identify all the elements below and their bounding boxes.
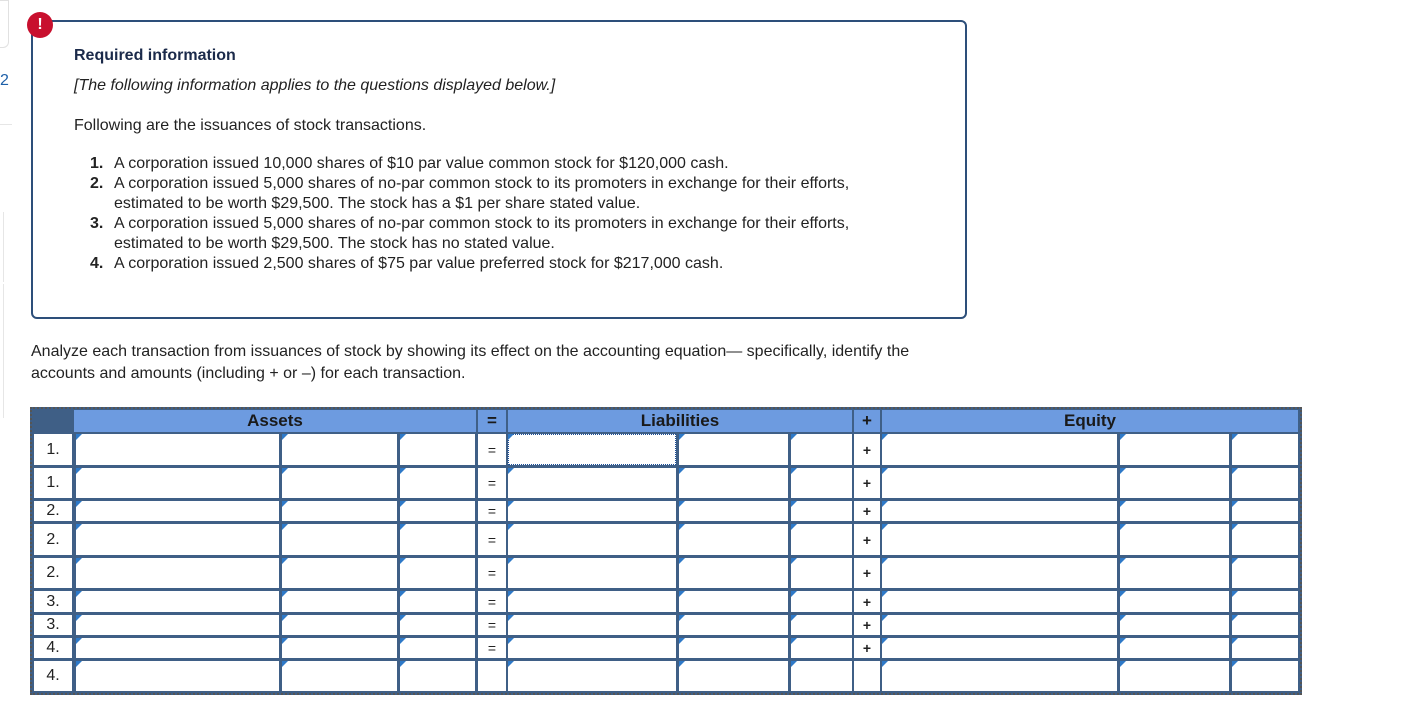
equity-amount-input[interactable] (1120, 591, 1229, 612)
list-item (90, 174, 890, 214)
equity-amount-input[interactable] (1120, 615, 1229, 635)
item-text: A corporation issued 2,500 shares of $75 par value preferred stock for $217,000 cash. (114, 255, 724, 272)
liabilities-amount-input[interactable] (679, 638, 788, 658)
liabilities-amount-input[interactable] (679, 558, 788, 588)
header-assets: Assets (74, 410, 476, 432)
assets-sign-input[interactable] (400, 434, 475, 465)
row-label: 3. (34, 591, 72, 612)
liabilities-sign-input[interactable] (791, 434, 852, 465)
assets-amount-input[interactable] (282, 524, 397, 555)
equity-amount-input[interactable] (1120, 468, 1229, 498)
list-item (90, 214, 890, 254)
liabilities-account-input[interactable] (508, 434, 676, 465)
liabilities-amount-input[interactable] (679, 524, 788, 555)
assets-sign-input[interactable] (400, 638, 475, 658)
previous-question-tab[interactable] (0, 0, 9, 48)
liabilities-sign-input[interactable] (791, 638, 852, 658)
equity-amount-input[interactable] (1120, 501, 1229, 521)
equity-account-input[interactable] (882, 524, 1117, 555)
item-number: 1. (90, 155, 104, 172)
liabilities-amount-input[interactable] (679, 468, 788, 498)
info-subtitle: [The following information applies to the questions displayed below.] (74, 77, 556, 94)
assets-amount-input[interactable] (282, 501, 397, 521)
assets-sign-input[interactable] (400, 501, 475, 521)
equity-account-input[interactable] (882, 434, 1117, 465)
header-liabilities: Liabilities (508, 410, 852, 432)
equity-account-input[interactable] (882, 615, 1117, 635)
liabilities-sign-input[interactable] (791, 558, 852, 588)
liabilities-account-input[interactable] (508, 524, 676, 555)
nav-divider (0, 124, 12, 125)
liabilities-account-input[interactable] (508, 591, 676, 612)
item-number: 4. (90, 255, 104, 272)
assets-sign-input[interactable] (400, 661, 475, 691)
assets-account-input[interactable] (76, 661, 279, 691)
assets-amount-input[interactable] (282, 434, 397, 465)
item-text: A corporation issued 5,000 shares of no-par common stock to its promoters in exchange for their efforts, estimated to be worth $29,500. The stock has no stated value. (114, 215, 850, 252)
nav-panel-edge (0, 284, 4, 418)
equity-amount-input[interactable] (1120, 434, 1229, 465)
assets-account-input[interactable] (76, 434, 279, 465)
equity-sign-input[interactable] (1232, 661, 1298, 691)
equals-sign: = (478, 434, 506, 465)
header-plus: + (854, 410, 880, 432)
assets-amount-input[interactable] (282, 558, 397, 588)
equals-sign: = (478, 638, 506, 658)
liabilities-sign-input[interactable] (791, 501, 852, 521)
assets-sign-input[interactable] (400, 468, 475, 498)
assets-sign-input[interactable] (400, 558, 475, 588)
equals-sign: = (478, 615, 506, 635)
equals-sign: = (478, 501, 506, 521)
plus-sign: + (854, 468, 880, 498)
liabilities-sign-input[interactable] (791, 468, 852, 498)
list-item (90, 154, 890, 174)
row-label: 3. (34, 615, 72, 635)
header-equals: = (478, 410, 506, 432)
assets-sign-input[interactable] (400, 524, 475, 555)
liabilities-account-input[interactable] (508, 501, 676, 521)
nav-panel-edge (0, 212, 4, 282)
plus-sign: + (854, 638, 880, 658)
assets-account-input[interactable] (76, 468, 279, 498)
equity-account-input[interactable] (882, 468, 1117, 498)
assets-account-input[interactable] (76, 558, 279, 588)
equals-sign: = (478, 558, 506, 588)
row-label: 2. (34, 501, 72, 521)
equity-sign-input[interactable] (1232, 524, 1298, 555)
equity-account-input[interactable] (882, 558, 1117, 588)
item-number: 2. (90, 175, 104, 192)
info-intro: Following are the issuances of stock transactions. (74, 117, 427, 134)
assets-sign-input[interactable] (400, 615, 475, 635)
row-label: 1. (34, 434, 72, 465)
assets-amount-input[interactable] (282, 661, 397, 691)
assets-amount-input[interactable] (282, 615, 397, 635)
liabilities-amount-input[interactable] (679, 661, 788, 691)
equity-sign-input[interactable] (1232, 591, 1298, 612)
transaction-list (90, 154, 890, 274)
assets-account-input[interactable] (76, 615, 279, 635)
info-title: Required information (74, 47, 236, 64)
item-text: A corporation issued 10,000 shares of $10 par value common stock for $120,000 cash. (114, 155, 729, 172)
equals-sign: = (478, 524, 506, 555)
plus-sign: + (854, 591, 880, 612)
equity-account-input[interactable] (882, 501, 1117, 521)
liabilities-sign-input[interactable] (791, 591, 852, 612)
equals-sign: = (478, 591, 506, 612)
equity-amount-input[interactable] (1120, 661, 1229, 691)
alert-icon: ! (27, 12, 53, 38)
assets-account-input[interactable] (76, 591, 279, 612)
liabilities-sign-input[interactable] (791, 615, 852, 635)
row-label: 2. (34, 524, 72, 555)
equity-sign-input[interactable] (1232, 558, 1298, 588)
equals-sign (478, 661, 506, 691)
equity-sign-input[interactable] (1232, 434, 1298, 465)
equity-account-input[interactable] (882, 638, 1117, 658)
question-number[interactable]: 2 (0, 72, 9, 89)
plus-sign: + (854, 558, 880, 588)
equals-sign: = (478, 468, 506, 498)
assets-amount-input[interactable] (282, 638, 397, 658)
assets-account-input[interactable] (76, 638, 279, 658)
assets-amount-input[interactable] (282, 591, 397, 612)
plus-sign: + (854, 434, 880, 465)
item-number: 3. (90, 215, 104, 232)
row-label: 4. (34, 638, 72, 658)
plus-sign (854, 661, 880, 691)
assets-account-input[interactable] (76, 524, 279, 555)
equity-sign-input[interactable] (1232, 501, 1298, 521)
row-label: 1. (34, 468, 72, 498)
liabilities-sign-input[interactable] (791, 661, 852, 691)
liabilities-account-input[interactable] (508, 468, 676, 498)
header-equity: Equity (882, 410, 1298, 432)
list-item (90, 254, 890, 274)
plus-sign: + (854, 501, 880, 521)
liabilities-account-input[interactable] (508, 638, 676, 658)
liabilities-amount-input[interactable] (679, 591, 788, 612)
plus-sign: + (854, 615, 880, 635)
equity-amount-input[interactable] (1120, 524, 1229, 555)
row-label: 4. (34, 661, 72, 691)
row-label: 2. (34, 558, 72, 588)
equity-amount-input[interactable] (1120, 638, 1229, 658)
liabilities-sign-input[interactable] (791, 524, 852, 555)
equity-sign-input[interactable] (1232, 638, 1298, 658)
liabilities-amount-input[interactable] (679, 615, 788, 635)
plus-sign: + (854, 524, 880, 555)
equity-sign-input[interactable] (1232, 615, 1298, 635)
liabilities-amount-input[interactable] (679, 501, 788, 521)
liabilities-account-input[interactable] (508, 558, 676, 588)
equity-amount-input[interactable] (1120, 558, 1229, 588)
instructions: Analyze each transaction from issuances of stock by showing its effect on the accounting equation— specifically, identify the accounts and amounts (including + or –) for each transaction. (31, 343, 910, 382)
liabilities-amount-input[interactable] (679, 434, 788, 465)
assets-account-input[interactable] (76, 501, 279, 521)
assets-amount-input[interactable] (282, 468, 397, 498)
assets-sign-input[interactable] (400, 591, 475, 612)
equity-account-input[interactable] (882, 661, 1117, 691)
liabilities-account-input[interactable] (508, 661, 676, 691)
item-text: A corporation issued 5,000 shares of no-par common stock to its promoters in exchange for their efforts, estimated to be worth $29,500. The stock has a $1 per share stated value. (114, 175, 850, 212)
liabilities-account-input[interactable] (508, 615, 676, 635)
equity-account-input[interactable] (882, 591, 1117, 612)
equity-sign-input[interactable] (1232, 468, 1298, 498)
